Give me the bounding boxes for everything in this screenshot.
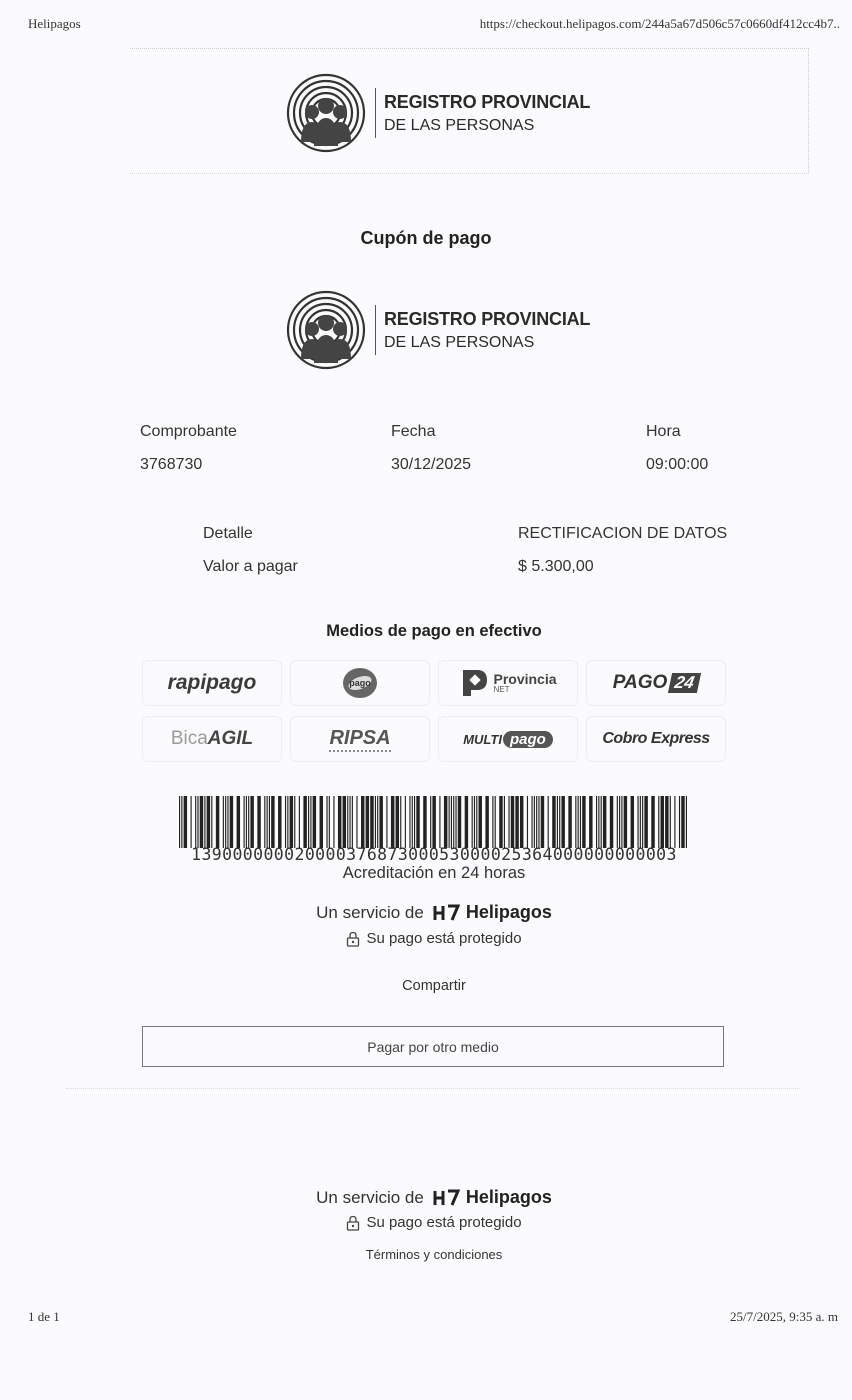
barcode-bar — [670, 796, 671, 848]
barcode-bar — [356, 796, 357, 848]
barcode-bar — [310, 796, 311, 848]
barcode-bar — [455, 796, 456, 848]
barcode-bar — [191, 796, 192, 848]
barcode-bar — [479, 796, 482, 848]
helipagos-logo-icon — [432, 904, 460, 922]
share-link[interactable]: Compartir — [402, 978, 466, 994]
print-header-url: https://checkout.helipagos.com/244a5a67d506c57c0660df412cc4b7.. — [479, 16, 840, 31]
barcode-bar — [179, 796, 180, 848]
pagofacil-logo-icon — [340, 665, 380, 701]
barcode-bar — [313, 796, 316, 848]
barcode-bar — [568, 796, 571, 848]
barcode-bar — [458, 796, 461, 848]
payment-method-pagofacil — [290, 660, 430, 706]
payment-method-rapipago — [142, 660, 282, 706]
brand-line1: REGISTRO PROVINCIAL — [384, 91, 591, 112]
barcode-bar — [347, 796, 348, 848]
service-prefix: Un servicio de — [316, 902, 424, 922]
barcode-bar — [598, 796, 599, 848]
barcode-bar — [619, 796, 620, 848]
barcode-bar — [338, 796, 341, 848]
barcode-bar — [409, 796, 410, 848]
barcode-bar — [610, 796, 613, 848]
barcode-bar — [412, 796, 413, 848]
protected-text: Su pago está protegido — [366, 930, 522, 947]
barcode-bar — [474, 796, 475, 848]
barcode-bar — [237, 796, 240, 848]
barcode-bar — [225, 796, 226, 848]
ripsa-logo-text: RIPSA — [329, 727, 390, 752]
comprobante-value: 3768730 — [140, 456, 203, 473]
barcode-bar — [294, 796, 295, 848]
multipago-logo-text: pago — [503, 731, 553, 748]
barcode-bar — [414, 796, 415, 848]
barcode-bar — [361, 796, 364, 848]
barcode-bar — [416, 796, 419, 848]
barcode-bar — [400, 796, 401, 848]
payment-method-provincia-net — [438, 660, 578, 706]
barcode-bar — [674, 796, 675, 848]
barcode-bar — [333, 796, 334, 848]
barcode-bar — [439, 796, 440, 848]
barcode-bar — [492, 796, 493, 848]
helipagos-logo-icon — [432, 1189, 460, 1207]
barcode-bar — [681, 796, 684, 848]
barcode-bar — [207, 796, 210, 848]
barcode-bar — [453, 796, 454, 848]
barcode-bar — [423, 796, 426, 848]
terms-link[interactable]: Términos y condiciones — [365, 1247, 503, 1262]
barcode-bar — [349, 796, 350, 848]
barcode-bar — [269, 796, 270, 848]
footer-payment-protected — [8, 1214, 852, 1231]
barcode-bar — [548, 796, 549, 848]
brand-line1: REGISTRO PROVINCIAL — [384, 308, 591, 329]
footer-protected-text: Su pago está protegido — [366, 1214, 522, 1231]
barcode-bar — [303, 796, 306, 848]
helipagos-brand: Helipagos — [465, 902, 552, 922]
footer-service-provider — [8, 1187, 852, 1208]
barcode-bar — [665, 796, 668, 848]
barcode-bar — [520, 796, 523, 848]
barcode-bar — [444, 796, 447, 848]
barcode-bar — [366, 796, 369, 848]
barcode-bar — [511, 796, 514, 848]
barcode-bar — [329, 796, 330, 848]
logo-divider — [375, 88, 376, 138]
barcode-bar — [264, 796, 265, 848]
barcode-bar — [637, 796, 638, 848]
fecha-label: Fecha — [391, 423, 436, 440]
barcode-bar — [596, 796, 597, 848]
pago24-logo-text: PAGO — [612, 672, 668, 693]
barcode-bar — [267, 796, 268, 848]
barcode-bar — [227, 796, 228, 848]
print-header-title: Helipagos — [28, 16, 81, 31]
hora-label: Hora — [646, 423, 681, 440]
barcode-bar — [377, 796, 378, 848]
payment-barcode — [179, 796, 687, 848]
provincia-logo-text: Provincia — [493, 671, 557, 687]
barcode-bar — [211, 796, 212, 848]
detail-label: Detalle — [203, 525, 253, 542]
barcode-bar — [244, 796, 245, 848]
barcode-bar — [405, 796, 406, 848]
lock-icon — [346, 1215, 360, 1231]
barcode-bar — [536, 796, 537, 848]
rapipago-logo: rapipago — [167, 671, 257, 694]
barcode-bar — [204, 796, 205, 848]
barcode-bar — [472, 796, 473, 848]
barcode-bar — [278, 796, 281, 848]
barcode-bar — [679, 796, 680, 848]
footer-helipagos-logo — [432, 1187, 552, 1208]
fingerprint-people-icon — [285, 72, 367, 154]
barcode-bar — [541, 796, 544, 848]
barcode-bar — [391, 796, 394, 848]
logo-divider — [375, 305, 376, 355]
barcode-bar — [624, 796, 627, 848]
barcode-bar — [651, 796, 654, 848]
barcode-bar — [515, 796, 518, 848]
barcode-bar — [246, 796, 247, 848]
pagofacil-logo-text: pago — [349, 678, 371, 688]
barcode-number: 13900000002000037687300053000025364000000000003 — [191, 845, 677, 864]
barcode-bar — [603, 796, 606, 848]
amount-label: Valor a pagar — [203, 558, 298, 575]
barcode-bar — [375, 796, 376, 848]
barcode-bar — [299, 796, 300, 848]
provincia-p-icon — [459, 668, 489, 698]
barcode-bar — [290, 796, 293, 848]
footer-helipagos-brand: Helipagos — [465, 1187, 552, 1207]
amount-value: $ 5.300,00 — [518, 558, 594, 575]
barcode-bar — [559, 796, 560, 848]
barcode-bar — [534, 796, 535, 848]
barcode-bar — [504, 796, 505, 848]
barcode-bar — [631, 796, 634, 848]
barcode-bar — [578, 796, 579, 848]
barcode-bar — [686, 796, 687, 848]
barcode-bar — [386, 796, 387, 848]
barcode-bar — [552, 796, 555, 848]
barcode-bar — [531, 796, 532, 848]
detail-value: RECTIFICACION DE DATOS — [518, 525, 728, 542]
barcode-bar — [575, 796, 576, 848]
multi-logo-text: MULTI — [463, 731, 502, 747]
barcode-bar — [499, 796, 502, 848]
payment-method-cobro-express — [586, 716, 726, 762]
bica-logo-text: Bica — [170, 728, 208, 749]
barcode-bar — [250, 796, 253, 848]
barcode-bar — [538, 796, 539, 848]
print-footer-page: 1 de 1 — [28, 1309, 60, 1324]
brand-line2: DE LAS PERSONAS — [384, 333, 535, 351]
barcode-bar — [370, 796, 373, 848]
accreditation-note: Acreditación en 24 horas — [342, 864, 526, 882]
barcode-bar — [216, 796, 219, 848]
service-provider — [8, 902, 852, 923]
barcode-bar — [432, 796, 435, 848]
fingerprint-people-icon — [285, 289, 367, 371]
payment-method-pago24 — [586, 660, 726, 706]
barcode-bar — [352, 796, 353, 848]
barcode-bar — [195, 796, 196, 848]
barcode-bar — [449, 796, 450, 848]
barcode-bar — [485, 796, 488, 848]
barcode-bar — [601, 796, 602, 848]
agil-logo-text: AGIL — [207, 728, 254, 749]
helipagos-logo — [432, 902, 552, 923]
barcode-bar — [308, 796, 309, 848]
fecha-value: 30/12/2025 — [391, 456, 472, 473]
print-footer-datetime: 25/7/2025, 9:35 a. m — [730, 1309, 838, 1324]
payment-method-multipago — [438, 716, 578, 762]
header-logo — [285, 72, 590, 154]
barcode-bar — [561, 796, 564, 848]
barcode-bar — [580, 796, 581, 848]
barcode-bar — [248, 796, 249, 848]
coupon-logo — [285, 289, 590, 371]
footer-service-prefix: Un servicio de — [316, 1187, 424, 1207]
barcode-bar — [451, 796, 452, 848]
barcode-bar — [527, 796, 528, 848]
comprobante-label: Comprobante — [140, 423, 237, 440]
cobro-express-logo-text: Cobro Express — [602, 730, 710, 747]
barcode-bar — [197, 796, 198, 848]
barcode-bar — [508, 796, 509, 848]
barcode-bar — [271, 796, 274, 848]
barcode-bar — [223, 796, 224, 848]
barcode-bar — [476, 796, 477, 848]
barcode-bar — [465, 796, 468, 848]
payment-method-bica-agil — [142, 716, 282, 762]
barcode-bar — [557, 796, 558, 848]
barcode-bar — [326, 796, 327, 848]
page-title: Cupón de pago — [360, 228, 492, 248]
barcode-bar — [230, 796, 233, 848]
barcode-bar — [343, 796, 346, 848]
barcode-bar — [285, 796, 286, 848]
barcode-bar — [181, 796, 182, 848]
payment-method-ripsa — [290, 716, 430, 762]
barcode-bar — [642, 796, 643, 848]
barcode-bar — [184, 796, 187, 848]
barcode-bar — [430, 796, 431, 848]
brand-line2: DE LAS PERSONAS — [384, 116, 535, 134]
lock-icon — [346, 931, 360, 947]
barcode-bar — [287, 796, 288, 848]
barcode-bar — [658, 796, 659, 848]
barcode-bar — [661, 796, 664, 848]
barcode-bar — [379, 796, 382, 848]
barcode-bar — [396, 796, 399, 848]
barcode-bar — [200, 796, 203, 848]
barcode-bar — [495, 796, 496, 848]
barcode-bar — [589, 796, 592, 848]
pay-other-method-button[interactable]: Pagar por otro medio — [142, 1026, 724, 1067]
payment-methods-title: Medios de pago en efectivo — [326, 622, 542, 640]
barcode-bar — [257, 796, 260, 848]
pago24-logo-number: 24 — [668, 673, 701, 693]
barcode-bar — [320, 796, 323, 848]
barcode-bar — [582, 796, 585, 848]
barcode-bar — [621, 796, 622, 848]
barcode-bar — [644, 796, 647, 848]
barcode-bar — [617, 796, 618, 848]
payment-protected — [8, 930, 852, 947]
provincia-logo-subtext: NET — [493, 685, 510, 694]
hora-value: 09:00:00 — [646, 456, 709, 473]
barcode-bar — [640, 796, 641, 848]
